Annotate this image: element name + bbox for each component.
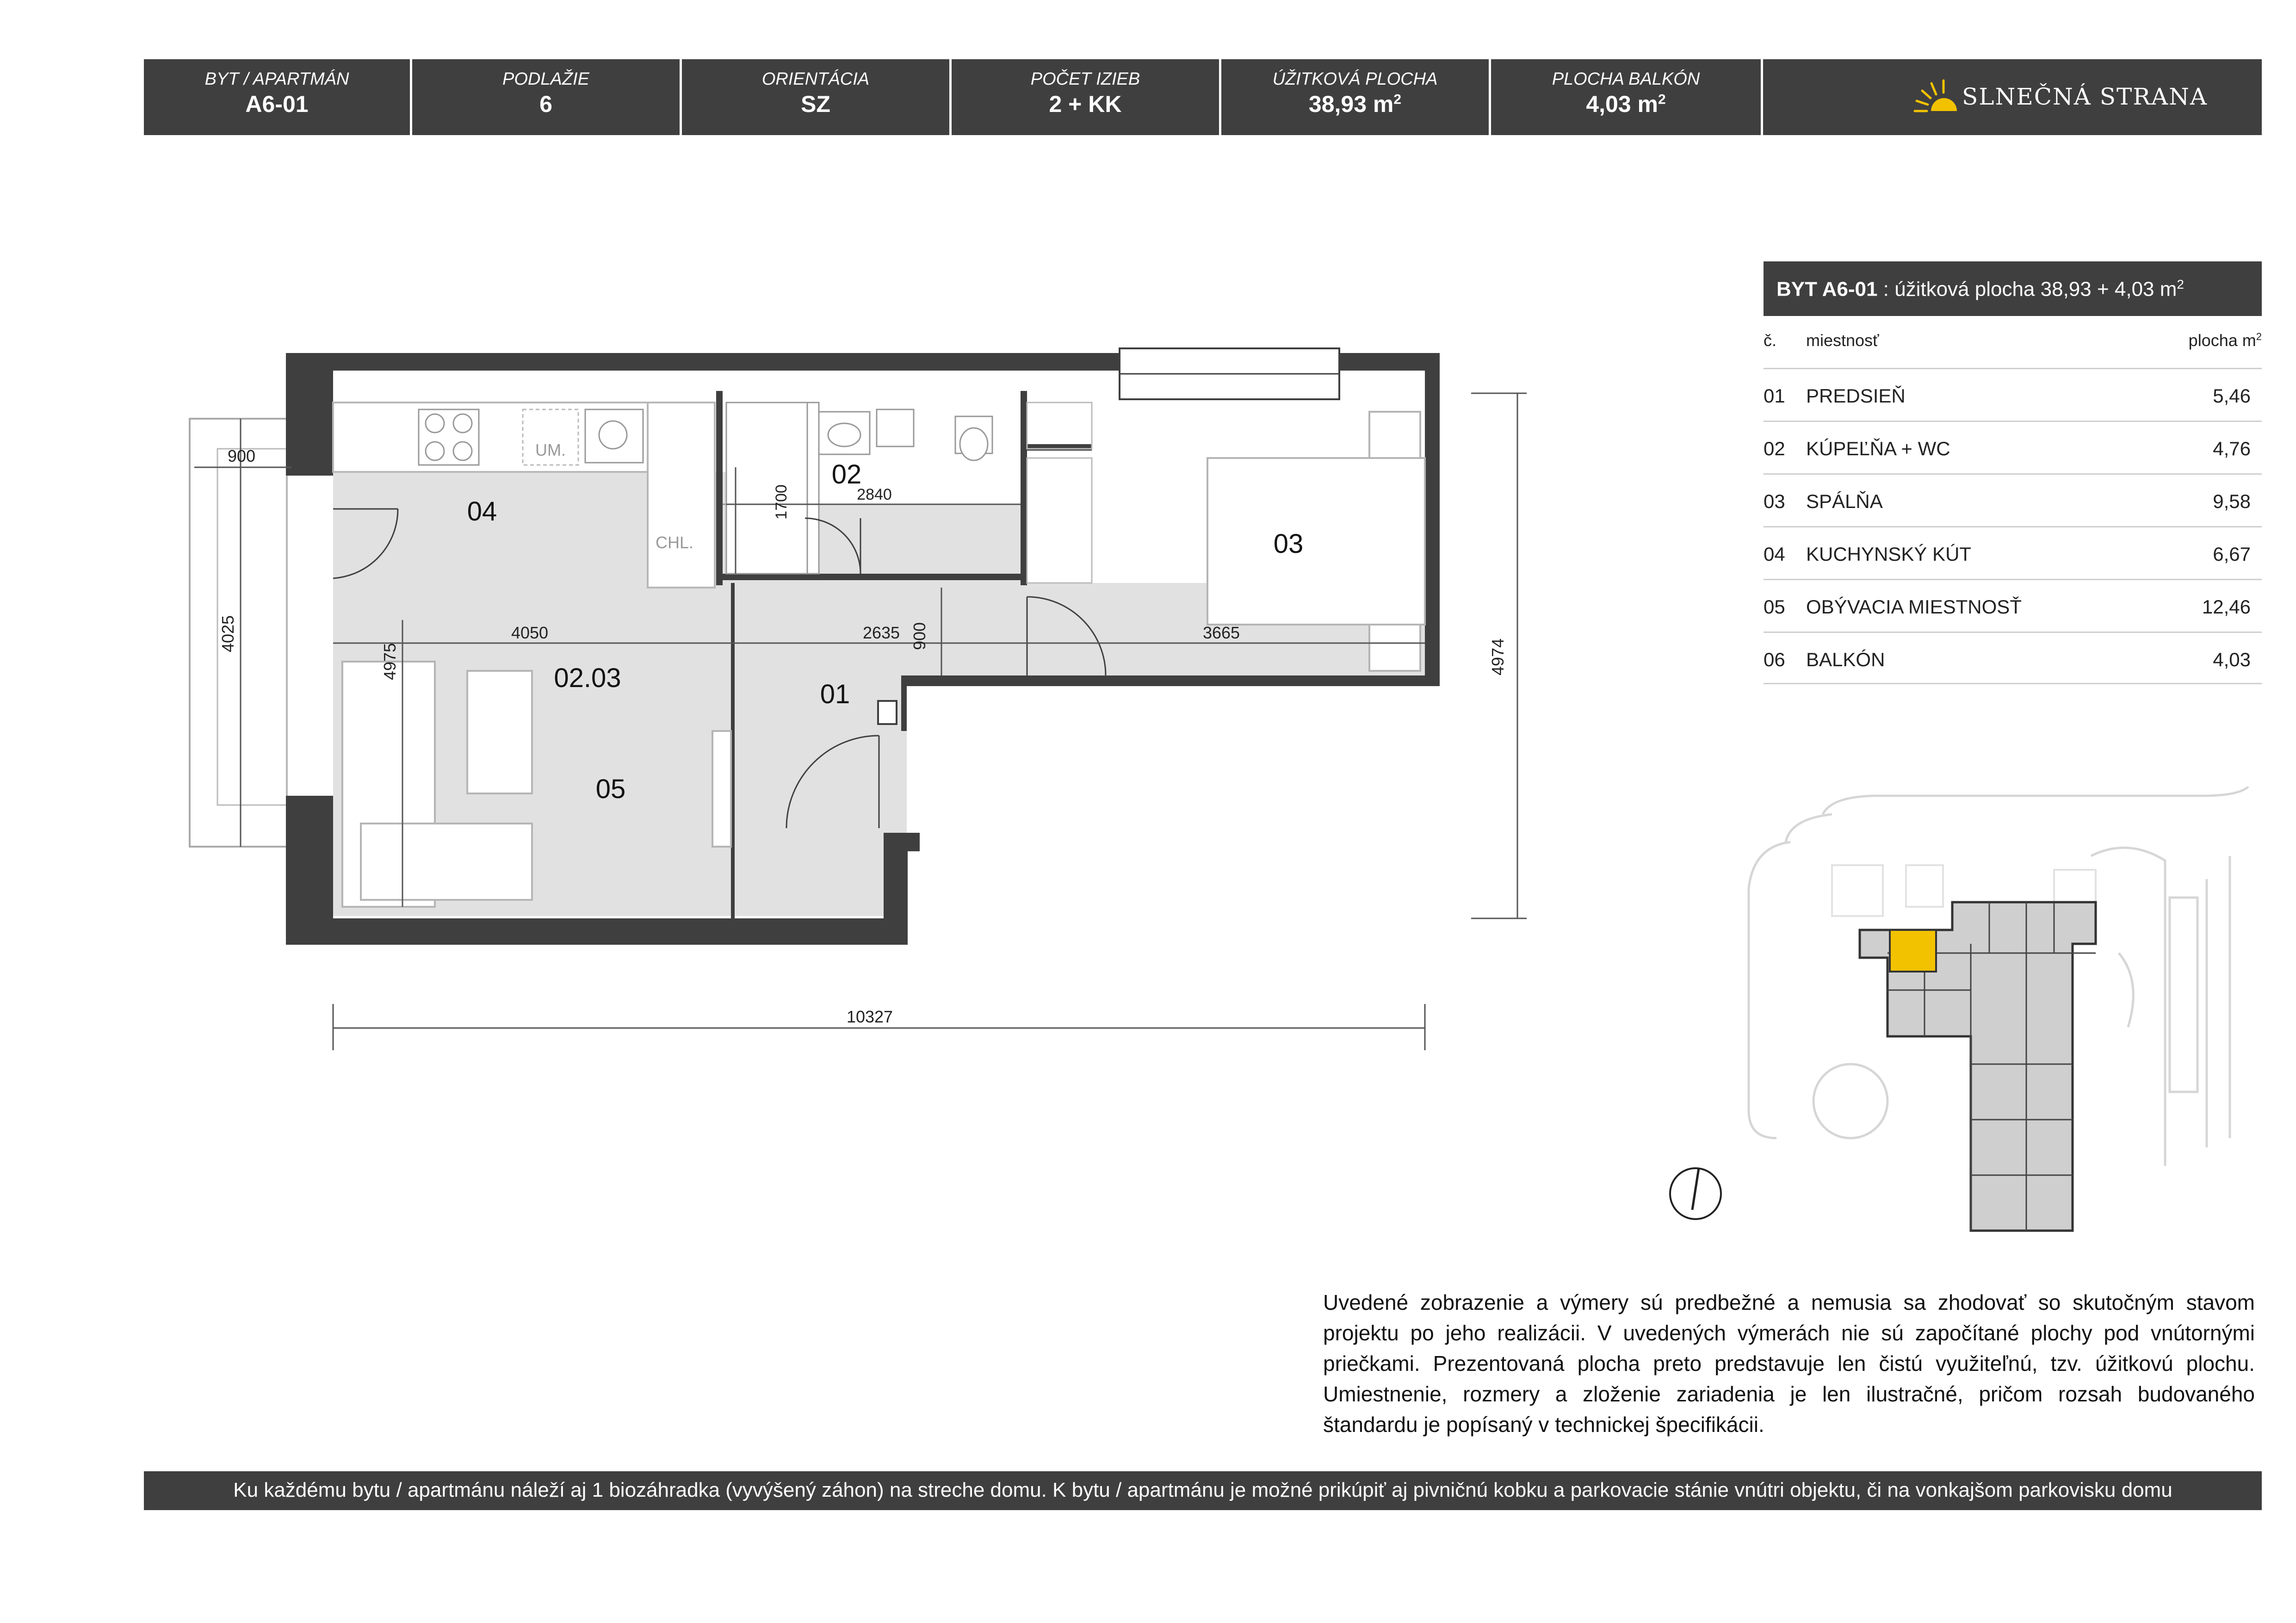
floor-plan	[0, 0, 1573, 1087]
header-value: 38,93 $m^2$	[1308, 91, 1402, 117]
sink-label: UM.	[535, 440, 566, 459]
balcony	[190, 419, 287, 847]
table-row: 01 PREDSIEŇ 5,46	[1764, 368, 2262, 421]
shaft	[1027, 403, 1092, 449]
dim-living-depth: 4975	[380, 643, 399, 681]
dim-balcony-width: 900	[227, 446, 256, 465]
dim-hall-width: 2635	[862, 623, 900, 642]
dim-bedroom-width: 3665	[1202, 623, 1240, 642]
dim-total-width: 10327	[846, 1007, 893, 1026]
site-key-plan	[1638, 787, 2267, 1249]
dim-bath-depth: 1700	[773, 484, 790, 520]
footer-bar	[144, 1471, 2262, 1510]
room-01-label: 01	[820, 679, 850, 709]
room-05-label: 05	[595, 774, 626, 804]
dim-hall-depth: 900	[910, 622, 929, 650]
col-num-header: č.	[1764, 331, 1777, 350]
room-04-label: 04	[467, 496, 497, 527]
col-area-header: plocha $m^2$	[2188, 331, 2262, 350]
header-label: POČET IZIEB	[1030, 69, 1140, 89]
column	[878, 701, 897, 724]
header-value: SZ	[801, 91, 830, 117]
wardrobe	[1027, 458, 1092, 583]
room-0203-label: 02.03	[554, 663, 621, 693]
header-label: PODLAŽIE	[502, 69, 589, 89]
room-03-label: 03	[1273, 529, 1304, 559]
header-label: BYT / APARTMÁN	[204, 69, 349, 89]
fridge-label: CHL.	[655, 533, 694, 552]
dim-kitchen-living-width: 4050	[511, 623, 549, 642]
header-label: ÚŽITKOVÁ PLOCHA	[1272, 69, 1438, 89]
dim-bath-width: 2840	[857, 486, 892, 503]
header-value: 2 + KK	[1049, 91, 1122, 117]
building-footprint	[1860, 902, 2096, 1231]
table-row: 05 OBÝVACIA MIESTNOSŤ 12,46	[1764, 579, 2262, 632]
brand-logo	[1763, 59, 2262, 135]
header-value: A6-01	[245, 91, 309, 117]
header-label: ORIENTÁCIA	[761, 69, 870, 89]
table-title: BYT A6-01 : úžitková plocha 38,93 + 4,03 $m^2$	[1764, 261, 2262, 316]
table-row: 04 KUCHYNSKÝ KÚT 6,67	[1764, 526, 2262, 579]
table-row: 02 KÚPEĽŇA + WC 4,76	[1764, 421, 2262, 473]
apartment-highlight	[1890, 930, 1936, 972]
dim-balcony-length: 4025	[218, 615, 237, 653]
footer-text: Ku každému bytu / apartmánu náleží aj 1 biozáhradka (vyvýšený záhon) na streche domu. K bytu / apartmánu je možné prikúpiť aj pivničnú kobku a parkovacie stánie vnútri objektu, či na vonkajšom parkovisku domu	[233, 1479, 2172, 1501]
table-row: 06 BALKÓN 4,03	[1764, 632, 2262, 684]
header-label: PLOCHA BALKÓN	[1552, 69, 1700, 89]
col-room-header: miestnosť	[1806, 331, 1879, 350]
sun-icon	[1910, 78, 1961, 119]
header-value: 6	[539, 91, 552, 117]
header-value: 4,03 $m^2$	[1586, 91, 1666, 117]
disclaimer-text: Uvedené zobrazenie a výmery sú predbežné a nemusia sa zhodovať so skutočným stavom projektu po jeho realizácii. V uvedených výmerách nie sú započítané plochy pod vnútornými priečkami. Prezentovaná plocha preto predstavuje len čistú využiteľnú, tzv. úžitkovú plochu. Umiestnenie, rozmery a zloženie zariadenia je len ilustračné, pričom rozsah budovaného štandardu je popísaný v technickej špecifikácii.	[1323, 1290, 2255, 1437]
table-row: 03 SPÁLŇA 9,58	[1764, 473, 2262, 526]
dim-total-depth: 4974	[1488, 638, 1507, 676]
room-02-label: 02	[831, 459, 862, 489]
compass-icon	[1670, 1168, 1721, 1219]
logo-text: SLNEČNÁ STRANA	[1962, 83, 2208, 110]
